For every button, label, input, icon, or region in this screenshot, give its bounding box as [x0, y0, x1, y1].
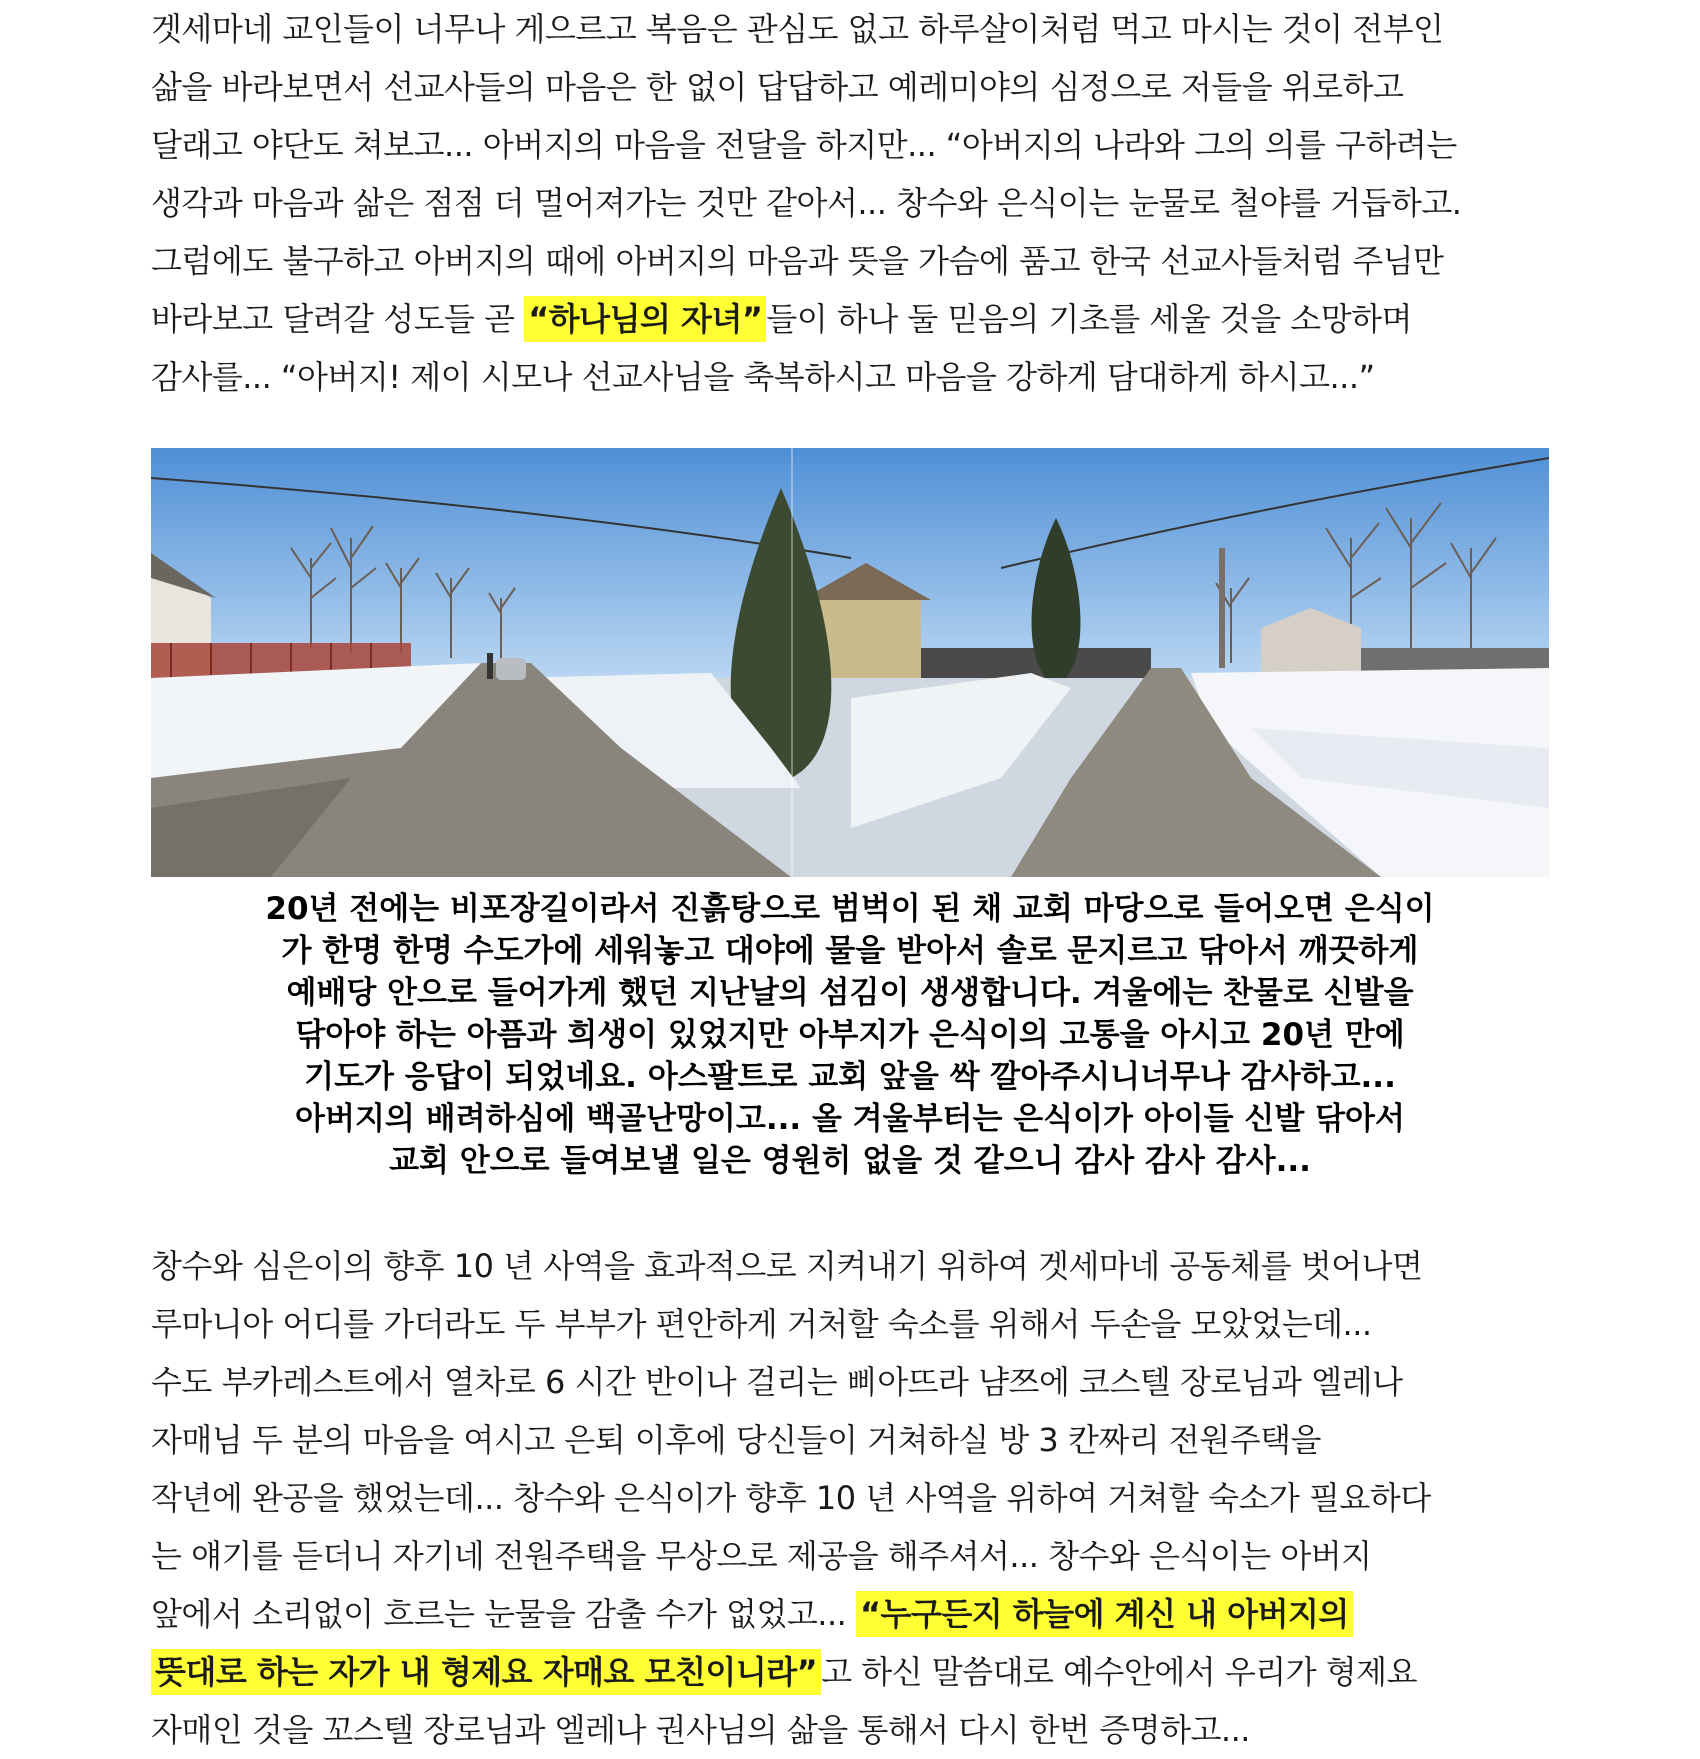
- highlighted-phrase: “하나님의 자녀”: [524, 296, 766, 342]
- text-line: 감사를... “아버지! 제이 시모나 선교사님을 축복하시고 마음을 강하게 담대하게 하시고...”: [151, 358, 1375, 396]
- photo-seam: [791, 448, 793, 877]
- text-line: 작년에 완공을 했었는데... 창수와 은식이가 향후 10 년 사역을 위하여 거쳐할 숙소가 필요하다: [151, 1479, 1431, 1517]
- caption-line: 교회 안으로 들여보낼 일은 영원히 없을 것 같으니 감사 감사 감사...: [389, 1143, 1311, 1179]
- text-line: 삶을 바라보면서 선교사들의 마음은 한 없이 답답하고 예레미야의 심정으로 저들을 위로하고: [151, 68, 1404, 106]
- parked-car: [496, 658, 526, 680]
- text-line: 는 얘기를 듣더니 자기네 전원주택을 무상으로 제공을 해주셔서... 창수와 은식이는 아버지: [151, 1537, 1372, 1575]
- caption-line: 예배당 안으로 들어가게 했던 지난날의 섬김이 생생합니다. 겨울에는 찬물로 신발을: [286, 975, 1414, 1011]
- highlighted-phrase: “누구든지 하늘에 계신 내 아버지의: [856, 1591, 1353, 1637]
- text-line: 루마니아 어디를 가더라도 두 부부가 편안하게 거처할 숙소를 위해서 두손을 모았었는데...: [151, 1305, 1372, 1343]
- text-line: 창수와 심은이의 향후 10 년 사역을 효과적으로 지켜내기 위하여 겟세마네 공동체를 벗어나면: [151, 1247, 1423, 1285]
- caption-line: 가 한명 한명 수도가에 세워놓고 대야에 물을 받아서 솔로 문지르고 닦아서 깨끗하게: [281, 933, 1419, 969]
- text-line: 그럼에도 불구하고 아버지의 때에 아버지의 마음과 뜻을 가슴에 품고 한국 선교사들처럼 주님만: [151, 242, 1444, 280]
- text-run: 바라보고 달려갈 성도들 곧: [151, 300, 525, 338]
- text-line: 생각과 마음과 삶은 점점 더 멀어져가는 것만 같아서... 창수와 은식이는 눈물로 철야를 거듭하고.: [151, 184, 1462, 222]
- text-line: 겟세마네 교인들이 너무나 게으르고 복음은 관심도 없고 하루살이처럼 먹고 마시는 것이 전부인: [151, 10, 1444, 48]
- text-line: 달래고 야단도 쳐보고... 아버지의 마음을 전달을 하지만... “아버지의 나라와 그의 의를 구하려는: [151, 126, 1457, 164]
- text-run: 앞에서 소리없이 흐르는 눈물을 감출 수가 없었고...: [151, 1595, 856, 1633]
- text-line: [151, 290, 1412, 348]
- text-line: 수도 부카레스트에서 열차로 6 시간 반이나 걸리는 삐아뜨라 냠쯔에 코스텔 장로님과 엘레나: [151, 1363, 1403, 1401]
- caption-line: 닦아야 하는 아픔과 희생이 있었지만 아부지가 은식이의 고통을 아시고 20년 만에: [295, 1017, 1405, 1053]
- utility-pole: [1219, 548, 1225, 668]
- text-line: 자매인 것을 꼬스텔 장로님과 엘레나 권사님의 삶을 통해서 다시 한번 증명하고...: [151, 1711, 1250, 1749]
- pedestrian: [487, 653, 493, 679]
- photo-caption: [151, 888, 1549, 1182]
- highlighted-phrase: 뜻대로 하는 자가 내 형제요 자매요 모친이니라”: [151, 1649, 821, 1695]
- text-run: 들이 하나 둘 믿음의 기초를 세울 것을 소망하며: [766, 300, 1412, 338]
- text-line: [151, 1585, 1353, 1643]
- text-run: 고 하신 말씀대로 예수안에서 우리가 형제요: [821, 1653, 1417, 1691]
- caption-line: 아버지의 배려하심에 백골난망이고... 올 겨울부터는 은식이가 아이들 신발 닦아서: [295, 1101, 1405, 1137]
- text-line: 자매님 두 분의 마음을 여시고 은퇴 이후에 당신들이 거쳐하실 방 3 칸짜리 전원주택을: [151, 1421, 1321, 1459]
- caption-line: 20년 전에는 비포장길이라서 진흙탕으로 범벅이 된 채 교회 마당으로 들어오면 은식이: [265, 891, 1435, 927]
- text-line: [151, 1643, 1417, 1701]
- caption-line: 기도가 응답이 되었네요. 아스팔트로 교회 앞을 싹 깔아주시니너무나 감사하고...: [304, 1059, 1396, 1095]
- road-photo: [151, 448, 1549, 877]
- snow-middle-right: [851, 673, 1071, 828]
